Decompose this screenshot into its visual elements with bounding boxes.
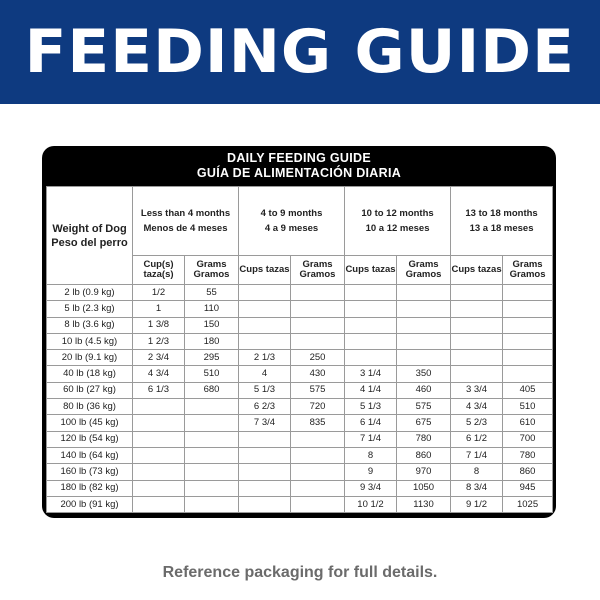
age-group-es: 4 a 9 meses xyxy=(264,222,319,234)
header-banner xyxy=(0,0,600,104)
grams-cell xyxy=(397,301,451,317)
cups-column-header: Cups tazas xyxy=(345,256,397,285)
cups-cell: 9 xyxy=(345,464,397,480)
grams-cell: 1025 xyxy=(503,496,553,512)
table-row xyxy=(47,366,553,382)
cups-cell xyxy=(451,317,503,333)
age-group-header xyxy=(345,187,451,256)
cups-cell xyxy=(239,480,291,496)
grams-cell xyxy=(185,496,239,512)
grams-cell: 460 xyxy=(397,382,451,398)
grams-cell: 610 xyxy=(503,415,553,431)
cups-cell xyxy=(133,464,185,480)
feeding-guide-panel xyxy=(42,146,556,518)
cups-cell xyxy=(133,447,185,463)
cups-cell xyxy=(133,415,185,431)
cups-cell: 8 3/4 xyxy=(451,480,503,496)
cups-cell: 9 3/4 xyxy=(345,480,397,496)
table-row xyxy=(47,301,553,317)
age-group-en: 13 to 18 months xyxy=(465,207,538,219)
cups-cell xyxy=(239,496,291,512)
cups-cell xyxy=(239,464,291,480)
cups-cell: 6 1/4 xyxy=(345,415,397,431)
grams-cell: 1130 xyxy=(397,496,451,512)
grams-cell xyxy=(291,480,345,496)
grams-cell xyxy=(503,285,553,301)
grams-cell xyxy=(291,301,345,317)
cups-cell xyxy=(133,431,185,447)
grams-cell xyxy=(291,333,345,349)
grams-cell xyxy=(397,285,451,301)
cups-cell: 1 3/8 xyxy=(133,317,185,333)
cups-cell: 6 2/3 xyxy=(239,399,291,415)
grams-cell xyxy=(397,317,451,333)
grams-column-header: Grams Gramos xyxy=(291,256,345,285)
cups-cell xyxy=(451,333,503,349)
cups-column-header: Cups tazas xyxy=(451,256,503,285)
weight-header-es: Peso del perro xyxy=(51,236,128,249)
weight-cell: 5 lb (2.3 kg) xyxy=(47,301,133,317)
cups-cell: 1 2/3 xyxy=(133,333,185,349)
cups-cell: 6 1/2 xyxy=(451,431,503,447)
grams-cell: 405 xyxy=(503,382,553,398)
weight-column-header xyxy=(47,187,133,285)
grams-cell xyxy=(291,496,345,512)
title-english: DAILY FEEDING GUIDE xyxy=(227,151,371,165)
weight-cell: 2 lb (0.9 kg) xyxy=(47,285,133,301)
grams-cell xyxy=(397,350,451,366)
grams-cell: 945 xyxy=(503,480,553,496)
table-row xyxy=(47,399,553,415)
age-group-es: Menos de 4 meses xyxy=(143,222,228,234)
cups-column-header: Cup(s) taza(s) xyxy=(133,256,185,285)
title-spanish: GUÍA DE ALIMENTACIÓN DIARIA xyxy=(196,166,402,180)
cups-column-header: Cups tazas xyxy=(239,256,291,285)
cups-cell: 2 1/3 xyxy=(239,350,291,366)
grams-column-header: Grams Gramos xyxy=(185,256,239,285)
grams-cell: 575 xyxy=(291,382,345,398)
table-row xyxy=(47,464,553,480)
cups-cell: 3 3/4 xyxy=(451,382,503,398)
table-row xyxy=(47,496,553,512)
grams-cell: 780 xyxy=(397,431,451,447)
weight-cell: 200 lb (91 kg) xyxy=(47,496,133,512)
cups-cell: 4 xyxy=(239,366,291,382)
table-row xyxy=(47,333,553,349)
cups-cell: 8 xyxy=(345,447,397,463)
cups-cell: 6 1/3 xyxy=(133,382,185,398)
age-group-en: Less than 4 months xyxy=(140,207,231,219)
grams-column-header: Grams Gramos xyxy=(397,256,451,285)
grams-cell xyxy=(397,333,451,349)
cups-cell xyxy=(239,285,291,301)
cups-cell: 2 3/4 xyxy=(133,350,185,366)
weight-cell: 160 lb (73 kg) xyxy=(47,464,133,480)
table-row xyxy=(47,350,553,366)
age-group-header xyxy=(451,187,553,256)
grams-cell: 250 xyxy=(291,350,345,366)
weight-cell: 20 lb (9.1 kg) xyxy=(47,350,133,366)
weight-cell: 180 lb (82 kg) xyxy=(47,480,133,496)
cups-cell xyxy=(239,317,291,333)
cups-cell: 5 1/3 xyxy=(239,382,291,398)
weight-cell: 120 lb (54 kg) xyxy=(47,431,133,447)
cups-cell xyxy=(345,333,397,349)
grams-cell xyxy=(185,480,239,496)
grams-cell xyxy=(291,317,345,333)
cups-cell xyxy=(345,350,397,366)
cups-cell xyxy=(345,317,397,333)
weight-cell: 60 lb (27 kg) xyxy=(47,382,133,398)
footer-note: Reference packaging for full details. xyxy=(162,564,438,581)
cups-cell: 4 1/4 xyxy=(345,382,397,398)
weight-cell: 80 lb (36 kg) xyxy=(47,399,133,415)
grams-cell: 720 xyxy=(291,399,345,415)
cups-cell: 1/2 xyxy=(133,285,185,301)
cups-cell xyxy=(345,301,397,317)
table-row xyxy=(47,285,553,301)
grams-cell xyxy=(185,415,239,431)
grams-cell xyxy=(185,431,239,447)
cups-cell xyxy=(239,431,291,447)
cups-cell: 7 1/4 xyxy=(451,447,503,463)
cups-cell xyxy=(451,301,503,317)
grams-cell: 970 xyxy=(397,464,451,480)
grams-cell xyxy=(291,285,345,301)
weight-cell: 40 lb (18 kg) xyxy=(47,366,133,382)
grams-cell xyxy=(185,447,239,463)
grams-cell: 180 xyxy=(185,333,239,349)
grams-cell: 860 xyxy=(503,464,553,480)
cups-cell xyxy=(133,399,185,415)
grams-cell: 700 xyxy=(503,431,553,447)
cups-cell: 7 3/4 xyxy=(239,415,291,431)
cups-cell: 1 xyxy=(133,301,185,317)
cups-cell xyxy=(133,496,185,512)
grams-cell xyxy=(291,431,345,447)
feeding-table-body xyxy=(47,285,553,513)
grams-cell: 835 xyxy=(291,415,345,431)
cups-cell xyxy=(239,333,291,349)
cups-cell xyxy=(345,285,397,301)
table-row xyxy=(47,431,553,447)
cups-cell: 4 3/4 xyxy=(133,366,185,382)
grams-cell: 295 xyxy=(185,350,239,366)
cups-cell: 10 1/2 xyxy=(345,496,397,512)
grams-cell xyxy=(503,366,553,382)
grams-cell: 675 xyxy=(397,415,451,431)
grams-cell: 110 xyxy=(185,301,239,317)
cups-cell: 5 2/3 xyxy=(451,415,503,431)
grams-cell xyxy=(185,399,239,415)
feeding-guide-title xyxy=(42,151,556,181)
grams-cell: 575 xyxy=(397,399,451,415)
age-group-es: 13 a 18 meses xyxy=(469,222,534,234)
grams-cell: 150 xyxy=(185,317,239,333)
age-group-en: 4 to 9 months xyxy=(260,207,323,219)
age-group-en: 10 to 12 months xyxy=(361,207,434,219)
age-group-header xyxy=(239,187,345,256)
weight-cell: 10 lb (4.5 kg) xyxy=(47,333,133,349)
age-group-es: 10 a 12 meses xyxy=(365,222,430,234)
weight-header-en: Weight of Dog xyxy=(52,222,127,235)
cups-cell xyxy=(451,285,503,301)
weight-cell: 8 lb (3.6 kg) xyxy=(47,317,133,333)
grams-cell xyxy=(503,333,553,349)
grams-cell xyxy=(185,464,239,480)
cups-cell xyxy=(239,447,291,463)
grams-cell xyxy=(503,301,553,317)
grams-cell: 55 xyxy=(185,285,239,301)
table-row xyxy=(47,447,553,463)
table-row xyxy=(47,480,553,496)
cups-cell: 5 1/3 xyxy=(345,399,397,415)
grams-cell xyxy=(503,350,553,366)
cups-cell: 8 xyxy=(451,464,503,480)
grams-cell: 1050 xyxy=(397,480,451,496)
cups-cell xyxy=(133,480,185,496)
grams-cell xyxy=(291,447,345,463)
cups-cell: 9 1/2 xyxy=(451,496,503,512)
table-row xyxy=(47,317,553,333)
grams-cell: 680 xyxy=(185,382,239,398)
table-row xyxy=(47,415,553,431)
cups-cell xyxy=(239,301,291,317)
grams-cell: 350 xyxy=(397,366,451,382)
cups-cell xyxy=(451,366,503,382)
cups-cell: 7 1/4 xyxy=(345,431,397,447)
table-row xyxy=(47,382,553,398)
grams-column-header: Grams Gramos xyxy=(503,256,553,285)
cups-cell: 3 1/4 xyxy=(345,366,397,382)
feeding-table xyxy=(46,186,553,513)
grams-cell xyxy=(291,464,345,480)
weight-cell: 140 lb (64 kg) xyxy=(47,447,133,463)
grams-cell: 860 xyxy=(397,447,451,463)
age-group-header xyxy=(133,187,239,256)
grams-cell xyxy=(503,317,553,333)
cups-cell: 4 3/4 xyxy=(451,399,503,415)
cups-cell xyxy=(451,350,503,366)
weight-cell: 100 lb (45 kg) xyxy=(47,415,133,431)
grams-cell: 430 xyxy=(291,366,345,382)
grams-cell: 510 xyxy=(185,366,239,382)
page-title: FEEDING GUIDE xyxy=(24,17,576,87)
grams-cell: 510 xyxy=(503,399,553,415)
grams-cell: 780 xyxy=(503,447,553,463)
